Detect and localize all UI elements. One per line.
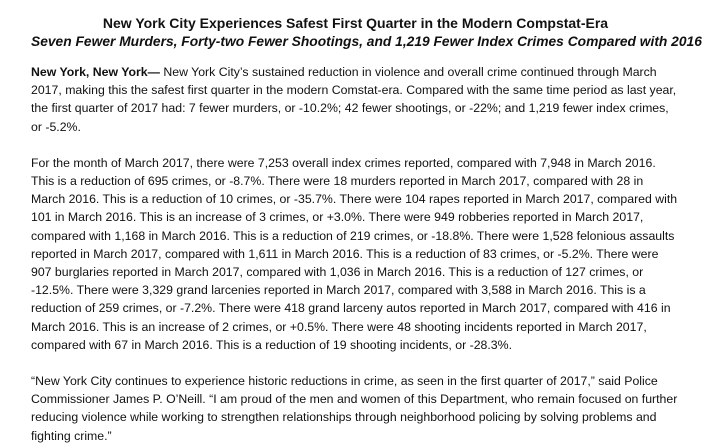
intro-paragraph-text: New York City’s sustained reduction in violence and overall crime continued through March 2017, making this the safest first quarter in the modern Comstat-era. Compared with the same time period as last year, the first quarter of 2017 had: 7 fewer murders, or -10.2%; 42 fewer shootings, or -22%; and 1,219 fewer index crimes, or -5.2%. — [31, 65, 677, 134]
subheadline: Seven Fewer Murders, Forty-two Fewer Shootings, and 1,219 Fewer Index Crimes Compared with 2016 — [31, 34, 702, 49]
intro-paragraph — [31, 63, 680, 136]
quote-paragraph: “New York City continues to experience historic reductions in crime, as seen in the first quarter of 2017,” said Police Commissioner James P. O’Neill. “I am proud of the men and women of this Department, who remain focused on further reducing violence while working to strengthen relationships through neighborhood policing by solving problems and fighting crime.” — [31, 374, 678, 443]
headline: New York City Experiences Safest First Quarter in the Modern Compstat-Era — [102, 15, 609, 31]
statistics-paragraph: For the month of March 2017, there were 7,253 overall index crimes reported, compared with 7,948 in March 2016. This is a reduction of 695 crimes, or -8.7%. There were 18 murders reported in March 2017, compared with 28 in March 2016. This is a reduction of 10 crimes, or -35.7%. There were 104 rapes reported in March 2017, compared with 101 in March 2016. This is an increase of 3 crimes, or +3.0%. There were 949 robberies reported in March 2017, compared with 1,168 in March 2016. This is a reduction of 219 crimes, or -18.8%. There were 1,528 felonious assaults reported in March 2017, compared with 1,611 in March 2016. This is a reduction of 83 crimes, or -5.2%. There were 907 burglaries reported in March 2017, compared with 1,036 in March 2016. This is a reduction of 127 crimes, or -12.5%. There were 3,329 grand larcenies reported in March 2017, compared with 3,588 in March 2016. This is a reduction of 259 crimes, or -7.2%. There were 418 grand larceny autos reported in March 2017, compared with 416 in March 2016. This is an increase of 2 crimes, or +0.5%. There were 48 shooting incidents reported in March 2017, compared with 67 in March 2016. This is a reduction of 19 shooting incidents, or -28.3%. — [31, 155, 678, 352]
dateline: New York, New York— — [31, 65, 160, 79]
